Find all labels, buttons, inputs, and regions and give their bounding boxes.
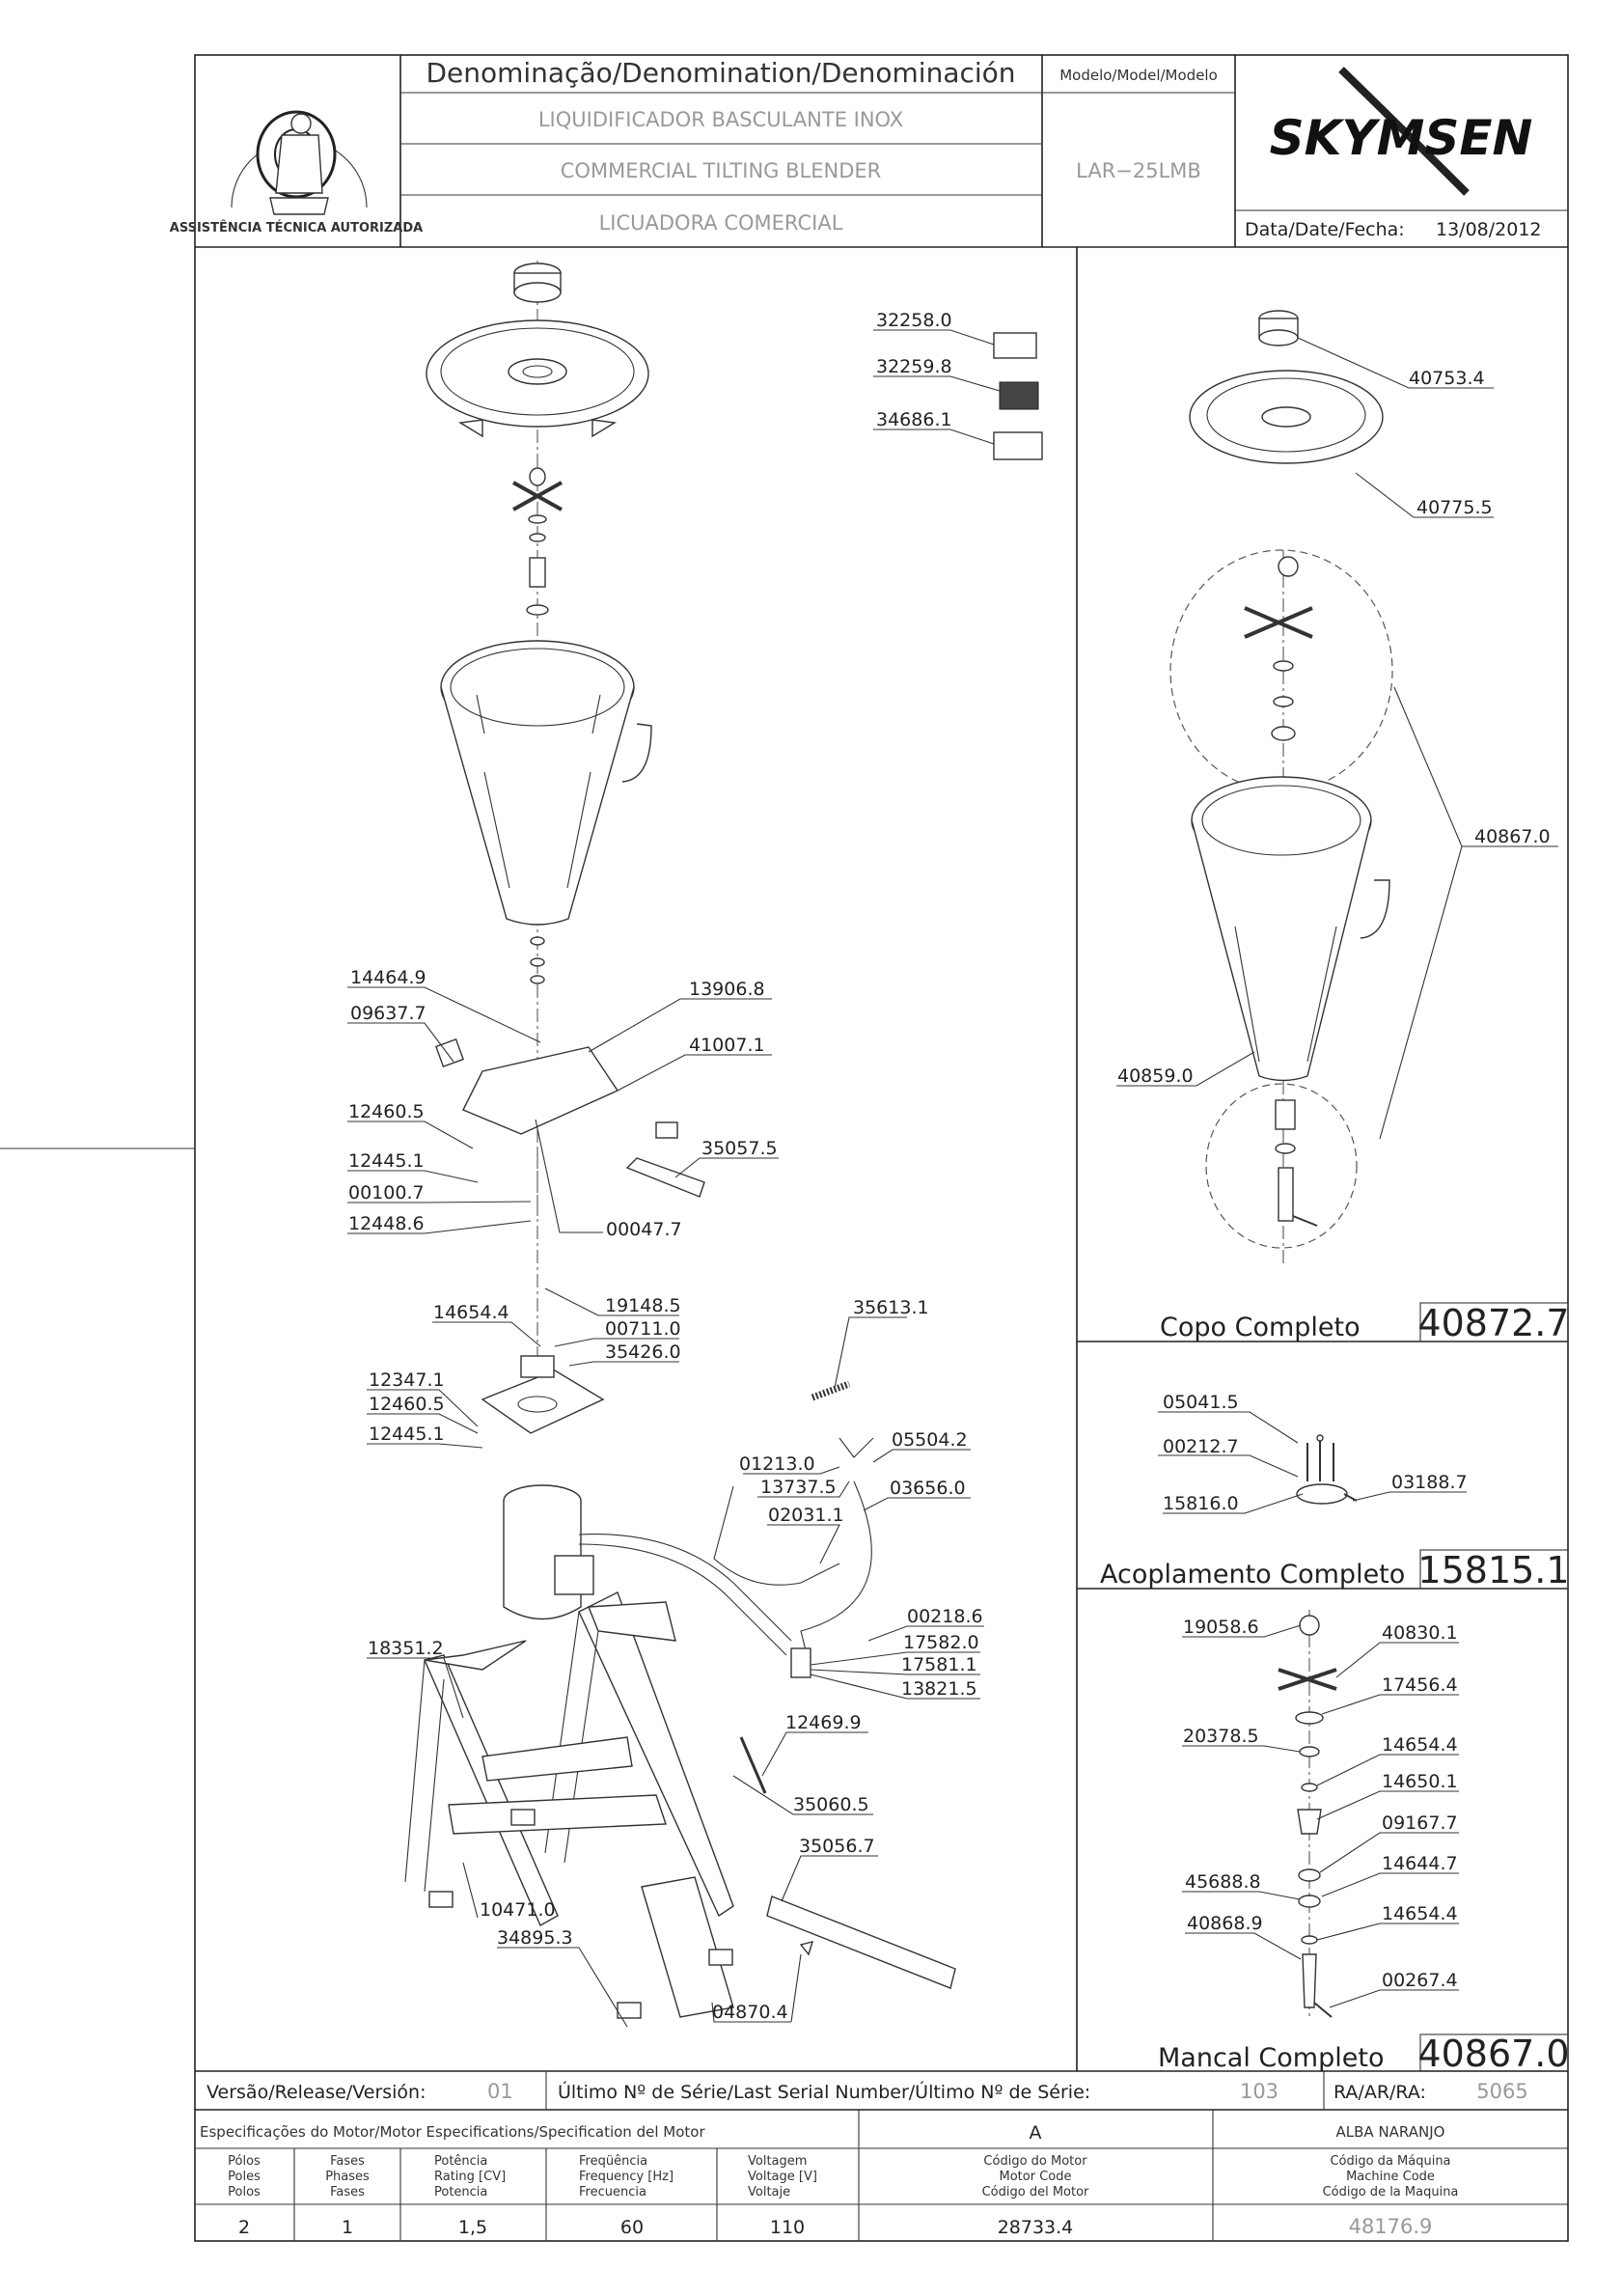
part-label: 14654.4 [1382, 1903, 1458, 1924]
author-name: ALBA NARANJO [1335, 2123, 1445, 2141]
header-text: Frequency [Hz] [579, 2170, 674, 2184]
part-label: 10471.0 [480, 1899, 556, 1921]
date-label: Data/Date/Fecha: [1245, 219, 1405, 240]
part-label: 35613.1 [853, 1297, 929, 1318]
part-label: 17456.4 [1382, 1674, 1458, 1696]
motor-phases-value: 1 [341, 2217, 354, 2238]
part-label: 14654.4 [1382, 1734, 1458, 1756]
part-label: 09167.7 [1382, 1812, 1458, 1834]
part-label: 14650.1 [1382, 1771, 1458, 1792]
part-label: 19148.5 [605, 1295, 681, 1316]
header-text: Polos [228, 2185, 261, 2199]
header-text: Phases [325, 2170, 370, 2184]
header-text: Potencia [434, 2185, 488, 2199]
part-label: 00711.0 [605, 1318, 681, 1340]
part-label: 12445.1 [348, 1150, 425, 1172]
header-text: Código da Máquina [1330, 2154, 1451, 2169]
part-label: 02031.1 [768, 1505, 844, 1526]
acoplamento-title: Acoplamento Completo [1100, 1560, 1406, 1590]
header-text: Voltaje [748, 2185, 791, 2199]
revision-value: A [1029, 2122, 1042, 2144]
header-text: Código do Motor [983, 2154, 1087, 2169]
copo-title: Copo Completo [1160, 1313, 1361, 1342]
part-label: 00100.7 [348, 1182, 425, 1203]
date-value: 13/08/2012 [1436, 219, 1542, 240]
motor-header-machine-code [1323, 2154, 1459, 2199]
header-text: Fases [330, 2185, 365, 2199]
part-label: 41007.1 [689, 1035, 765, 1056]
part-label: 13906.8 [689, 979, 765, 1000]
header-text: Pólos [228, 2154, 261, 2169]
serial-value: 103 [1239, 2080, 1279, 2103]
mancal-completo-view [1158, 1610, 1570, 2075]
part-label: 00047.7 [606, 1219, 682, 1240]
part-label: 14644.7 [1382, 1853, 1458, 1874]
model-label: Modelo/Model/Modelo [1059, 67, 1218, 84]
part-label: 13737.5 [760, 1477, 837, 1498]
part-label: 35056.7 [799, 1836, 875, 1857]
part-label: 12460.5 [369, 1394, 445, 1415]
motor-header-frequency [579, 2154, 674, 2199]
header-text: Rating [CV] [434, 2170, 507, 2184]
part-label: 20378.5 [1183, 1726, 1259, 1747]
part-label: 00267.4 [1382, 1970, 1458, 1991]
part-label: 04870.4 [712, 2002, 788, 2023]
header-text: Voltage [V] [748, 2170, 817, 2184]
brand-logo [1270, 69, 1533, 193]
product-name-es: LICUADORA COMERCIAL [598, 211, 843, 235]
part-label: 01213.0 [739, 1453, 815, 1475]
acoplamento-completo-view [1100, 1392, 1570, 1591]
machine-code-value: 48176.9 [1348, 2215, 1433, 2238]
part-label: 32259.8 [876, 356, 952, 377]
part-label: 09637.7 [350, 1003, 426, 1024]
part-label: 35057.5 [701, 1138, 778, 1159]
part-label: 12469.9 [785, 1712, 862, 1733]
part-label: 12448.6 [348, 1213, 425, 1234]
motor-header-poles [228, 2154, 261, 2199]
part-label: 18351.2 [368, 1638, 444, 1659]
part-label: 03188.7 [1391, 1472, 1468, 1493]
part-label: 14654.4 [433, 1302, 509, 1323]
motor-voltage-value: 110 [769, 2217, 806, 2238]
motor-header-voltage [748, 2154, 817, 2199]
header-text: Código de la Maquina [1322, 2185, 1459, 2199]
part-label: 40868.9 [1187, 1913, 1263, 1934]
header-text: Machine Code [1346, 2170, 1435, 2184]
copo-completo-view [1116, 311, 1570, 1344]
header-text: Freqüência [579, 2154, 648, 2169]
part-label: 40859.0 [1117, 1065, 1194, 1087]
header-text: Voltagem [748, 2154, 808, 2169]
mancal-title: Mancal Completo [1158, 2043, 1385, 2073]
motor-header-phases [325, 2154, 370, 2199]
product-name-en: COMMERCIAL TILTING BLENDER [560, 159, 882, 182]
part-label: 17582.0 [903, 1632, 979, 1653]
motor-header-motor-code [982, 2154, 1089, 2199]
motor-frequency-value: 60 [619, 2217, 645, 2238]
header-text: Poles [228, 2170, 261, 2184]
header-text: Código del Motor [981, 2185, 1089, 2199]
part-label: 15816.0 [1163, 1493, 1239, 1514]
part-label: 34686.1 [876, 409, 952, 430]
version-label: Versão/Release/Versión: [206, 2082, 426, 2103]
part-label: 40775.5 [1416, 497, 1493, 518]
denomination-title: Denominação/Denomination/Denominación [426, 57, 1016, 89]
part-label: 12347.1 [369, 1369, 445, 1391]
motor-spec-label: Especificações do Motor/Motor Especifications/Specification del Motor [200, 2123, 705, 2141]
ra-value: 5065 [1476, 2080, 1528, 2103]
mancal-code: 40867.0 [1417, 2033, 1570, 2075]
header-text: Motor Code [999, 2170, 1072, 2184]
part-label: 40830.1 [1382, 1622, 1458, 1644]
seal-text: ASSISTÊNCIA TÉCNICA AUTORIZADA [169, 221, 424, 235]
motor-rating-value: 1,5 [457, 2217, 488, 2238]
part-label: 05041.5 [1163, 1392, 1239, 1413]
model-value: LAR−25LMB [1076, 159, 1201, 182]
motor-code-value: 28733.4 [997, 2217, 1074, 2238]
version-value: 01 [487, 2080, 513, 2103]
header-text: Frecuencia [579, 2185, 646, 2199]
ra-label: RA/AR/RA: [1333, 2082, 1426, 2103]
part-label: 35426.0 [605, 1342, 681, 1363]
release-row [206, 2080, 1528, 2103]
acoplamento-code: 15815.1 [1417, 1549, 1570, 1591]
part-label: 40753.4 [1409, 368, 1485, 389]
authorized-service-seal [170, 112, 423, 235]
motor-header-rating [434, 2154, 506, 2199]
part-label: 35060.5 [793, 1794, 869, 1815]
part-label: 03656.0 [890, 1478, 966, 1499]
part-label: 17581.1 [901, 1654, 977, 1675]
part-label: 19058.6 [1183, 1617, 1259, 1638]
serial-label: Último Nº de Série/Last Serial Number/Último Nº de Série: [558, 2082, 1091, 2103]
product-name-pt: LIQUIDIFICADOR BASCULANTE INOX [537, 108, 904, 131]
part-label: 34895.3 [497, 1927, 573, 1949]
header-text: Fases [330, 2154, 365, 2169]
motor-spec-table [200, 2122, 1458, 2238]
part-label: 14464.9 [350, 967, 426, 988]
part-label: 12445.1 [369, 1424, 445, 1445]
motor-poles-value: 2 [237, 2217, 251, 2238]
part-label: 00212.7 [1163, 1436, 1239, 1457]
part-label: 00218.6 [907, 1606, 983, 1627]
part-label: 05504.2 [892, 1429, 968, 1451]
header-text: Potência [434, 2154, 488, 2169]
part-label: 45688.8 [1185, 1871, 1261, 1893]
part-label: 32258.0 [876, 310, 952, 331]
copo-code: 40872.7 [1417, 1302, 1570, 1344]
part-label: 12460.5 [348, 1101, 425, 1122]
part-label: 13821.5 [901, 1678, 977, 1700]
brand-wordmark: SKYMSEN [1269, 110, 1533, 166]
part-label: 40867.0 [1474, 826, 1551, 847]
